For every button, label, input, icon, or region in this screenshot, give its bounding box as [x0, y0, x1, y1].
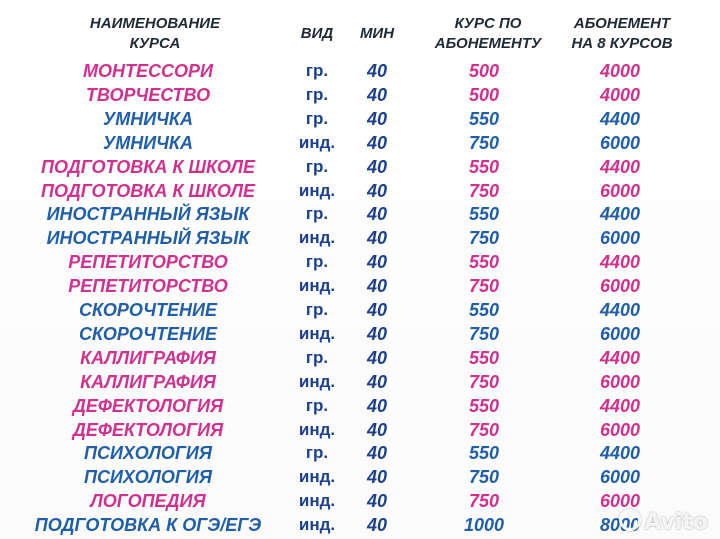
course-minutes: 40 — [366, 323, 388, 344]
course-name: ИНОСТРАННЫЙ ЯЗЫК — [46, 228, 250, 249]
course-minutes: 40 — [366, 371, 388, 392]
course-minutes: 40 — [366, 132, 388, 153]
course-minutes: 40 — [366, 395, 388, 416]
course-price: 750 — [468, 371, 500, 392]
course-name: ПСИХОЛОГИЯ — [84, 467, 212, 488]
table-row — [0, 202, 720, 226]
course-type: инд. — [298, 323, 336, 343]
subscription-price: 8000 — [599, 515, 641, 536]
course-price: 750 — [468, 491, 500, 512]
course-type: гр. — [305, 347, 329, 367]
table-row — [0, 107, 720, 131]
table-row — [0, 155, 720, 179]
course-name: ТВОРЧЕСТВО — [85, 84, 211, 105]
course-name: УМНИЧКА — [103, 132, 193, 153]
course-minutes: 40 — [366, 515, 388, 536]
course-price: 750 — [468, 180, 500, 201]
subscription-price: 6000 — [599, 491, 641, 512]
table-row — [0, 250, 720, 274]
table-row — [0, 513, 720, 537]
course-minutes: 40 — [366, 228, 388, 249]
course-type: инд. — [298, 467, 336, 487]
subscription-price: 4400 — [599, 252, 641, 273]
subscription-price: 4400 — [599, 395, 641, 416]
course-type: гр. — [305, 204, 329, 224]
course-type: гр. — [305, 61, 329, 80]
subscription-price: 6000 — [599, 371, 641, 392]
course-minutes: 40 — [366, 443, 388, 464]
course-type: гр. — [305, 156, 329, 176]
course-minutes: 40 — [366, 252, 388, 273]
header-price: КУРС ПО АБОНЕМЕНТУ — [434, 15, 542, 52]
course-price: 550 — [468, 108, 500, 129]
course-minutes: 40 — [366, 204, 388, 225]
subscription-price: 6000 — [599, 419, 641, 440]
table-row — [0, 370, 720, 394]
avito-watermark — [619, 509, 708, 535]
course-type: инд. — [298, 276, 336, 296]
course-type: гр. — [305, 443, 329, 463]
table-row — [0, 274, 720, 298]
course-type: инд. — [298, 491, 336, 511]
header-course-name: НАИМЕНОВАНИЕ КУРСА — [89, 15, 221, 52]
course-type: гр. — [305, 108, 329, 128]
course-name: КАЛЛИГРАФИЯ — [80, 371, 216, 392]
course-name: ДЕФЕКТОЛОГИЯ — [72, 395, 224, 416]
table-row — [0, 322, 720, 346]
subscription-price: 4400 — [599, 108, 641, 129]
header-subscription: АБОНЕМЕНТ НА 8 КУРСОВ — [571, 15, 673, 52]
course-type: инд. — [298, 515, 336, 535]
course-price: 550 — [468, 300, 500, 320]
subscription-price: 4400 — [599, 204, 641, 225]
table-row — [0, 489, 720, 513]
subscription-price: 4400 — [599, 347, 641, 368]
course-minutes: 40 — [366, 300, 388, 320]
course-name: ПОДГОТОВКА К ШКОЛЕ — [41, 156, 255, 177]
course-name: ПСИХОЛОГИЯ — [84, 443, 212, 464]
course-price: 750 — [468, 419, 500, 440]
course-price: 750 — [468, 467, 500, 488]
course-price: 500 — [468, 61, 500, 81]
course-price: 550 — [468, 156, 500, 177]
course-name: РЕПЕТИТОРСТВО — [68, 252, 228, 273]
course-name: ПОДГОТОВКА К ОГЭ/ЕГЭ — [34, 515, 262, 536]
course-price: 1000 — [463, 515, 505, 536]
subscription-price: 6000 — [599, 323, 641, 344]
subscription-price: 6000 — [599, 180, 641, 201]
course-price: 550 — [468, 395, 500, 416]
watermark-text: Avito — [644, 510, 708, 535]
course-price: 750 — [468, 323, 500, 344]
table-row — [0, 346, 720, 370]
subscription-price: 4000 — [599, 84, 641, 105]
course-type: инд. — [298, 419, 336, 439]
subscription-price: 4400 — [599, 156, 641, 177]
table-row — [0, 59, 720, 83]
header-type: ВИД — [300, 25, 334, 42]
course-minutes: 40 — [366, 84, 388, 105]
table-row — [0, 441, 720, 465]
avito-logo-icon — [619, 509, 641, 531]
course-type: гр. — [305, 252, 329, 272]
table-row — [0, 465, 720, 489]
course-name: ЛОГОПЕДИЯ — [90, 491, 206, 512]
course-price: 550 — [468, 204, 500, 225]
subscription-price: 4400 — [599, 443, 641, 464]
course-minutes: 40 — [366, 180, 388, 201]
table-row — [0, 179, 720, 203]
course-minutes: 40 — [366, 467, 388, 488]
subscription-price: 6000 — [599, 276, 641, 297]
course-name: РЕПЕТИТОРСТВО — [68, 276, 228, 297]
table-row — [0, 83, 720, 107]
course-type: гр. — [305, 300, 329, 319]
subscription-price: 6000 — [599, 228, 641, 249]
course-price: 550 — [468, 252, 500, 273]
header-minutes: МИН — [359, 25, 395, 42]
table-row — [0, 226, 720, 250]
course-type: инд. — [298, 132, 336, 152]
course-name: УМНИЧКА — [103, 108, 193, 129]
course-minutes: 40 — [366, 419, 388, 440]
course-name: МОНТЕССОРИ — [83, 61, 213, 81]
course-price: 500 — [468, 84, 500, 105]
course-name: ДЕФЕКТОЛОГИЯ — [72, 419, 224, 440]
course-price: 550 — [468, 347, 500, 368]
course-price: 550 — [468, 443, 500, 464]
course-name: ИНОСТРАННЫЙ ЯЗЫК — [46, 204, 250, 225]
course-minutes: 40 — [366, 61, 388, 81]
course-name: ПОДГОТОВКА К ШКОЛЕ — [41, 180, 255, 201]
course-name: КАЛЛИГРАФИЯ — [80, 347, 216, 368]
course-minutes: 40 — [366, 491, 388, 512]
course-type: инд. — [298, 371, 336, 391]
course-type: гр. — [305, 84, 329, 104]
subscription-price: 4000 — [599, 61, 641, 81]
course-minutes: 40 — [366, 347, 388, 368]
table-row — [0, 394, 720, 418]
course-minutes: 40 — [366, 108, 388, 129]
subscription-price: 6000 — [599, 132, 641, 153]
course-price: 750 — [468, 276, 500, 297]
table-row — [0, 418, 720, 442]
subscription-price: 4400 — [599, 300, 641, 320]
course-minutes: 40 — [366, 276, 388, 297]
course-price: 750 — [468, 228, 500, 249]
course-type: инд. — [298, 228, 336, 248]
course-price: 750 — [468, 132, 500, 153]
course-minutes: 40 — [366, 156, 388, 177]
course-name: СКОРОЧТЕНИЕ — [79, 300, 217, 320]
course-name: СКОРОЧТЕНИЕ — [79, 323, 217, 344]
table-row — [0, 131, 720, 155]
subscription-price: 6000 — [599, 467, 641, 488]
table-row — [0, 298, 720, 322]
course-type: гр. — [305, 395, 329, 415]
course-type: инд. — [298, 180, 336, 200]
